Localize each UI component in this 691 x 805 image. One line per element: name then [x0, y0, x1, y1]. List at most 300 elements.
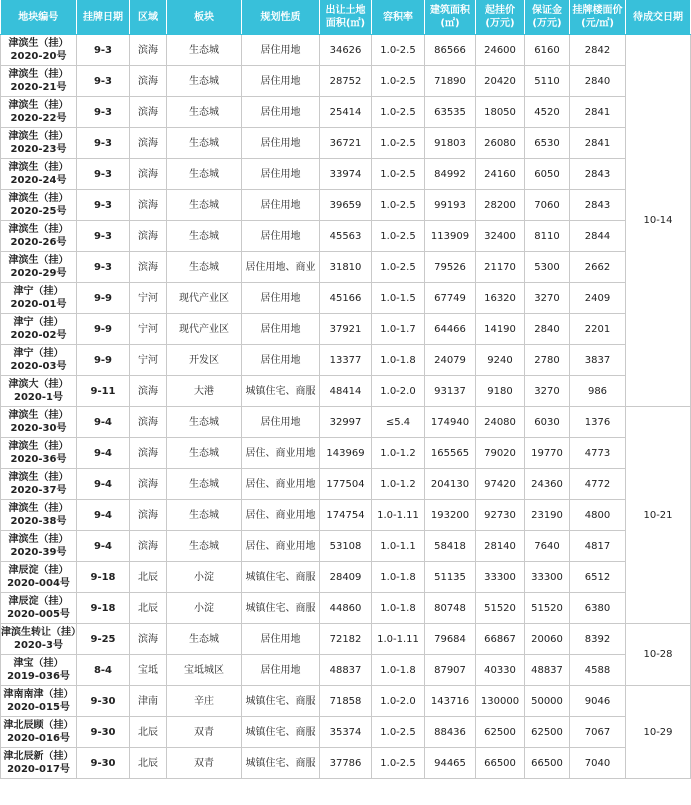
- plot-code: [1, 190, 77, 221]
- floor-price: 986: [570, 376, 626, 407]
- land-area: 39659: [320, 190, 372, 221]
- plot-code-line: 津滨生（挂）: [8, 503, 69, 514]
- start-price: 97420: [476, 469, 525, 500]
- start-price: 20420: [476, 66, 525, 97]
- plot-code-line: 2020-3号: [14, 640, 63, 651]
- block: 生态城: [167, 35, 242, 66]
- table-row: [1, 593, 691, 624]
- block: 生态城: [167, 500, 242, 531]
- table-row: [1, 159, 691, 190]
- plot-code-line: 2020-23号: [10, 144, 67, 155]
- plot-code-line: 2020-017号: [7, 764, 70, 775]
- deposit: 8110: [525, 221, 570, 252]
- plot-code: [1, 500, 77, 531]
- header-text: 挂牌楼面价: [572, 5, 623, 16]
- building-area: 143716: [425, 686, 476, 717]
- plot-code-line: 津滨生（挂）: [8, 162, 69, 173]
- floor-price: 2201: [570, 314, 626, 345]
- plot-code: [1, 717, 77, 748]
- listing-date: 9-18: [77, 593, 130, 624]
- planned-use: 城镇住宅、商服: [242, 717, 320, 748]
- land-area: 37921: [320, 314, 372, 345]
- listing-date: 9-18: [77, 562, 130, 593]
- land-area: 53108: [320, 531, 372, 562]
- table-row: [1, 376, 691, 407]
- deposit: 7060: [525, 190, 570, 221]
- building-area: 88436: [425, 717, 476, 748]
- land-area: 48837: [320, 655, 372, 686]
- floor-price: 4773: [570, 438, 626, 469]
- table-row: [1, 66, 691, 97]
- start-price: 14190: [476, 314, 525, 345]
- land-area: 31810: [320, 252, 372, 283]
- floor-price: 6380: [570, 593, 626, 624]
- listing-date: 9-9: [77, 314, 130, 345]
- block: 生态城: [167, 407, 242, 438]
- planned-use: 居住用地: [242, 97, 320, 128]
- col-header-planned-use: [242, 0, 320, 35]
- land-area: 44860: [320, 593, 372, 624]
- plot-code: [1, 345, 77, 376]
- header-text: 待成交日期: [633, 11, 683, 23]
- district: 宁河: [130, 314, 167, 345]
- listing-date: 9-4: [77, 500, 130, 531]
- listing-date: 9-3: [77, 252, 130, 283]
- header-text: (万元): [485, 18, 515, 29]
- listing-date: 8-4: [77, 655, 130, 686]
- plot-code-line: 2020-38号: [10, 516, 67, 527]
- plot-code-line: 津滨生（挂）: [8, 255, 69, 266]
- plot-ratio: 1.0-1.8: [372, 345, 425, 376]
- block: 生态城: [167, 97, 242, 128]
- start-price: 33300: [476, 562, 525, 593]
- planned-use: 居住用地: [242, 221, 320, 252]
- plot-code-line: 津宁（挂）: [13, 286, 64, 297]
- block: 生态城: [167, 624, 242, 655]
- plot-code: [1, 35, 77, 66]
- building-area: 63535: [425, 97, 476, 128]
- block: 生态城: [167, 252, 242, 283]
- plot-code-line: 2020-016号: [7, 733, 70, 744]
- start-price: 92730: [476, 500, 525, 531]
- block: 生态城: [167, 190, 242, 221]
- start-price: 79020: [476, 438, 525, 469]
- floor-price: 7067: [570, 717, 626, 748]
- deposit: 6160: [525, 35, 570, 66]
- floor-price: 2842: [570, 35, 626, 66]
- start-price: 40330: [476, 655, 525, 686]
- listing-date: 9-30: [77, 717, 130, 748]
- floor-price: 2843: [570, 159, 626, 190]
- start-price: 18050: [476, 97, 525, 128]
- plot-code: [1, 655, 77, 686]
- plot-code-line: 2020-20号: [10, 51, 67, 62]
- floor-price: 6512: [570, 562, 626, 593]
- col-header-district: [130, 0, 167, 35]
- floor-price: 8392: [570, 624, 626, 655]
- plot-code-line: 2020-005号: [7, 609, 70, 620]
- plot-code-line: 2020-24号: [10, 175, 67, 186]
- land-area: 72182: [320, 624, 372, 655]
- plot-code-line: 2020-03号: [10, 361, 67, 372]
- table-row: [1, 345, 691, 376]
- floor-price: 2840: [570, 66, 626, 97]
- col-header-land-area: [320, 0, 372, 35]
- col-header-building-area: [425, 0, 476, 35]
- deposit: 66500: [525, 748, 570, 779]
- header-text: (万元): [532, 18, 562, 29]
- building-area: 86566: [425, 35, 476, 66]
- plot-code: [1, 748, 77, 779]
- block: 现代产业区: [167, 314, 242, 345]
- floor-price: 4772: [570, 469, 626, 500]
- listing-date: 9-4: [77, 407, 130, 438]
- district: 北辰: [130, 717, 167, 748]
- plot-code-line: 2020-21号: [10, 82, 67, 93]
- floor-price: 7040: [570, 748, 626, 779]
- plot-ratio: 1.0-1.8: [372, 655, 425, 686]
- plot-ratio: 1.0-2.0: [372, 686, 425, 717]
- district: 滨海: [130, 190, 167, 221]
- plot-code-line: 津滨生（挂）: [8, 441, 69, 452]
- building-area: 64466: [425, 314, 476, 345]
- planned-use: 城镇住宅、商服: [242, 748, 320, 779]
- deposit: 2840: [525, 314, 570, 345]
- district: 滨海: [130, 252, 167, 283]
- district: 滨海: [130, 469, 167, 500]
- floor-price: 9046: [570, 686, 626, 717]
- land-area: 45166: [320, 283, 372, 314]
- building-area: 51135: [425, 562, 476, 593]
- planned-use: 居住、商业用地: [242, 469, 320, 500]
- table-row: [1, 686, 691, 717]
- table-header-row: [1, 0, 691, 35]
- land-area: 45563: [320, 221, 372, 252]
- header-text: 地块编号: [18, 11, 59, 23]
- listing-date: 9-3: [77, 66, 130, 97]
- col-header-listing-date: [77, 0, 130, 35]
- table-row: [1, 717, 691, 748]
- land-area: 25414: [320, 97, 372, 128]
- plot-ratio: 1.0-2.5: [372, 97, 425, 128]
- plot-code: [1, 97, 77, 128]
- floor-price: 2409: [570, 283, 626, 314]
- plot-code: [1, 686, 77, 717]
- building-area: 93137: [425, 376, 476, 407]
- plot-code-line: 津滨生（挂）: [8, 38, 69, 49]
- header-text: 建筑面积: [430, 5, 470, 16]
- start-price: 9240: [476, 345, 525, 376]
- district: 宁河: [130, 345, 167, 376]
- listing-date: 9-4: [77, 469, 130, 500]
- plot-code-line: 津滨生（挂）: [8, 472, 69, 483]
- district: 滨海: [130, 376, 167, 407]
- plot-code-line: 2020-01号: [10, 299, 67, 310]
- start-price: 26080: [476, 128, 525, 159]
- plot-code-line: 津滨生（挂）: [8, 193, 69, 204]
- plot-ratio: 1.0-1.8: [372, 562, 425, 593]
- col-header-deposit: [525, 0, 570, 35]
- delivery-date: 10-14: [626, 35, 691, 407]
- planned-use: 居住用地、商业: [242, 252, 320, 283]
- plot-ratio: 1.0-2.5: [372, 252, 425, 283]
- deposit: 2780: [525, 345, 570, 376]
- listing-date: 9-11: [77, 376, 130, 407]
- planned-use: 居住用地: [242, 314, 320, 345]
- deposit: 50000: [525, 686, 570, 717]
- table-row: [1, 531, 691, 562]
- listing-date: 9-9: [77, 283, 130, 314]
- delivery-date: 10-29: [626, 686, 691, 779]
- planned-use: 居住用地: [242, 345, 320, 376]
- start-price: 9180: [476, 376, 525, 407]
- floor-price: 2844: [570, 221, 626, 252]
- plot-code-line: 津滨生（挂）: [8, 224, 69, 235]
- block: 生态城: [167, 531, 242, 562]
- header-text: 保证金: [532, 5, 562, 16]
- land-area: 174754: [320, 500, 372, 531]
- table-row: [1, 655, 691, 686]
- land-area: 32997: [320, 407, 372, 438]
- block: 生态城: [167, 221, 242, 252]
- plot-code-line: 津滨生（挂）: [8, 410, 69, 421]
- start-price: 130000: [476, 686, 525, 717]
- start-price: 66500: [476, 748, 525, 779]
- deposit: 6050: [525, 159, 570, 190]
- plot-ratio: 1.0-2.0: [372, 376, 425, 407]
- start-price: 21170: [476, 252, 525, 283]
- planned-use: 城镇住宅、商服: [242, 593, 320, 624]
- plot-code-line: 津南南津（挂）: [3, 689, 74, 700]
- deposit: 51520: [525, 593, 570, 624]
- deposit: 20060: [525, 624, 570, 655]
- district: 北辰: [130, 748, 167, 779]
- listing-date: 9-3: [77, 190, 130, 221]
- district: 滨海: [130, 128, 167, 159]
- table-row: [1, 624, 691, 655]
- plot-code: [1, 562, 77, 593]
- deposit: 62500: [525, 717, 570, 748]
- building-area: 91803: [425, 128, 476, 159]
- plot-code: [1, 376, 77, 407]
- delivery-date: 10-21: [626, 407, 691, 624]
- table-row: [1, 438, 691, 469]
- floor-price: 2843: [570, 190, 626, 221]
- deposit: 23190: [525, 500, 570, 531]
- floor-price: 1376: [570, 407, 626, 438]
- block: 辛庄: [167, 686, 242, 717]
- planned-use: 城镇住宅、商服: [242, 376, 320, 407]
- plot-code-line: 2020-36号: [10, 454, 67, 465]
- district: 津南: [130, 686, 167, 717]
- floor-price: 2841: [570, 97, 626, 128]
- listing-date: 9-25: [77, 624, 130, 655]
- building-area: 113909: [425, 221, 476, 252]
- building-area: 71890: [425, 66, 476, 97]
- building-area: 58418: [425, 531, 476, 562]
- plot-code-line: 2020-25号: [10, 206, 67, 217]
- plot-code: [1, 593, 77, 624]
- table-row: [1, 252, 691, 283]
- building-area: 174940: [425, 407, 476, 438]
- col-header-delivery-date: [626, 0, 691, 35]
- col-header-floor-price: [570, 0, 626, 35]
- plot-code-line: 津滨生转让（挂）: [1, 627, 81, 638]
- planned-use: 城镇住宅、商服: [242, 562, 320, 593]
- header-text: 容积率: [383, 11, 413, 23]
- plot-code-line: 2020-22号: [10, 113, 67, 124]
- table-row: [1, 35, 691, 66]
- plot-code-line: 津滨生（挂）: [8, 534, 69, 545]
- start-price: 24080: [476, 407, 525, 438]
- start-price: 16320: [476, 283, 525, 314]
- plot-code: [1, 128, 77, 159]
- plot-code: [1, 314, 77, 345]
- district: 滨海: [130, 624, 167, 655]
- plot-ratio: 1.0-2.5: [372, 35, 425, 66]
- plot-code: [1, 438, 77, 469]
- building-area: 79684: [425, 624, 476, 655]
- building-area: 99193: [425, 190, 476, 221]
- district: 滨海: [130, 407, 167, 438]
- plot-code-line: 2020-29号: [10, 268, 67, 279]
- start-price: 24160: [476, 159, 525, 190]
- land-area: 37786: [320, 748, 372, 779]
- deposit: 6030: [525, 407, 570, 438]
- plot-code-line: 2020-1号: [14, 392, 63, 403]
- plot-code-line: 2020-004号: [7, 578, 70, 589]
- header-text: 区域: [138, 11, 158, 23]
- table-row: [1, 469, 691, 500]
- header-text: 板块: [194, 11, 214, 23]
- plot-ratio: 1.0-1.1: [372, 531, 425, 562]
- start-price: 62500: [476, 717, 525, 748]
- deposit: 7640: [525, 531, 570, 562]
- start-price: 24600: [476, 35, 525, 66]
- header-text: 起挂价: [485, 5, 515, 16]
- block: 双青: [167, 748, 242, 779]
- land-area: 143969: [320, 438, 372, 469]
- table-row: [1, 748, 691, 779]
- planned-use: 居住用地: [242, 190, 320, 221]
- floor-price: 4800: [570, 500, 626, 531]
- planned-use: 居住用地: [242, 35, 320, 66]
- col-header-plot-code: [1, 0, 77, 35]
- plot-ratio: 1.0-2.5: [372, 66, 425, 97]
- header-text: 出让土地: [325, 5, 366, 16]
- block: 生态城: [167, 66, 242, 97]
- block: 生态城: [167, 469, 242, 500]
- deposit: 24360: [525, 469, 570, 500]
- land-area: 28409: [320, 562, 372, 593]
- building-area: 24079: [425, 345, 476, 376]
- district: 滨海: [130, 500, 167, 531]
- land-area: 33974: [320, 159, 372, 190]
- col-header-plot-ratio: [372, 0, 425, 35]
- listing-date: 9-3: [77, 35, 130, 66]
- floor-price: 2662: [570, 252, 626, 283]
- listing-date: 9-4: [77, 531, 130, 562]
- plot-code: [1, 624, 81, 655]
- table-row: [1, 283, 691, 314]
- header-text: 规划性质: [260, 11, 301, 23]
- plot-ratio: 1.0-2.5: [372, 190, 425, 221]
- planned-use: 居住、商业用地: [242, 500, 320, 531]
- district: 滨海: [130, 438, 167, 469]
- plot-ratio: 1.0-1.7: [372, 314, 425, 345]
- planned-use: 居住用地: [242, 655, 320, 686]
- plot-code-line: 津北辰新（挂）: [3, 751, 74, 762]
- floor-price: 3837: [570, 345, 626, 376]
- plot-code-line: 津滨大（挂）: [8, 379, 69, 390]
- plot-code-line: 津宁（挂）: [13, 348, 64, 359]
- building-area: 87907: [425, 655, 476, 686]
- building-area: 79526: [425, 252, 476, 283]
- deposit: 4520: [525, 97, 570, 128]
- delivery-date: 10-28: [626, 624, 691, 686]
- block: 生态城: [167, 159, 242, 190]
- plot-code-line: 津北辰顾（挂）: [3, 720, 74, 731]
- district: 北辰: [130, 562, 167, 593]
- plot-code-line: 2020-39号: [10, 547, 67, 558]
- block: 宝坻城区: [167, 655, 242, 686]
- start-price: 28140: [476, 531, 525, 562]
- land-area: 34626: [320, 35, 372, 66]
- floor-price: 2841: [570, 128, 626, 159]
- plot-code-line: 2020-26号: [10, 237, 67, 248]
- table-row: [1, 128, 691, 159]
- header-text: (㎡): [440, 18, 460, 29]
- plot-ratio: 1.0-1.5: [372, 283, 425, 314]
- plot-code-line: 2020-015号: [7, 702, 70, 713]
- plot-code: [1, 469, 77, 500]
- plot-ratio: 1.0-1.11: [372, 500, 425, 531]
- listing-date: 9-30: [77, 686, 130, 717]
- plot-code: [1, 66, 77, 97]
- table-row: [1, 221, 691, 252]
- plot-code-line: 2019-036号: [7, 671, 70, 682]
- block: 大港: [167, 376, 242, 407]
- district: 滨海: [130, 97, 167, 128]
- deposit: 5110: [525, 66, 570, 97]
- plot-code-line: 2020-02号: [10, 330, 67, 341]
- planned-use: 居住、商业用地: [242, 531, 320, 562]
- block: 小淀: [167, 562, 242, 593]
- listing-date: 9-9: [77, 345, 130, 376]
- start-price: 32400: [476, 221, 525, 252]
- district: 宝坻: [130, 655, 167, 686]
- table-row: [1, 190, 691, 221]
- block: 开发区: [167, 345, 242, 376]
- plot-ratio: 1.0-2.5: [372, 748, 425, 779]
- district: 宁河: [130, 283, 167, 314]
- start-price: 28200: [476, 190, 525, 221]
- district: 滨海: [130, 221, 167, 252]
- block: 生态城: [167, 438, 242, 469]
- plot-ratio: 1.0-1.8: [372, 593, 425, 624]
- district: 滨海: [130, 159, 167, 190]
- listing-date: 9-3: [77, 221, 130, 252]
- plot-code-line: 津辰淀（挂）: [8, 596, 69, 607]
- deposit: 3270: [525, 376, 570, 407]
- listing-date: 9-30: [77, 748, 130, 779]
- table-row: [1, 314, 691, 345]
- plot-code: [1, 159, 77, 190]
- land-area: 48414: [320, 376, 372, 407]
- plot-code-line: 津滨生（挂）: [8, 69, 69, 80]
- header-text: 面积(㎡): [325, 18, 366, 29]
- building-area: 165565: [425, 438, 476, 469]
